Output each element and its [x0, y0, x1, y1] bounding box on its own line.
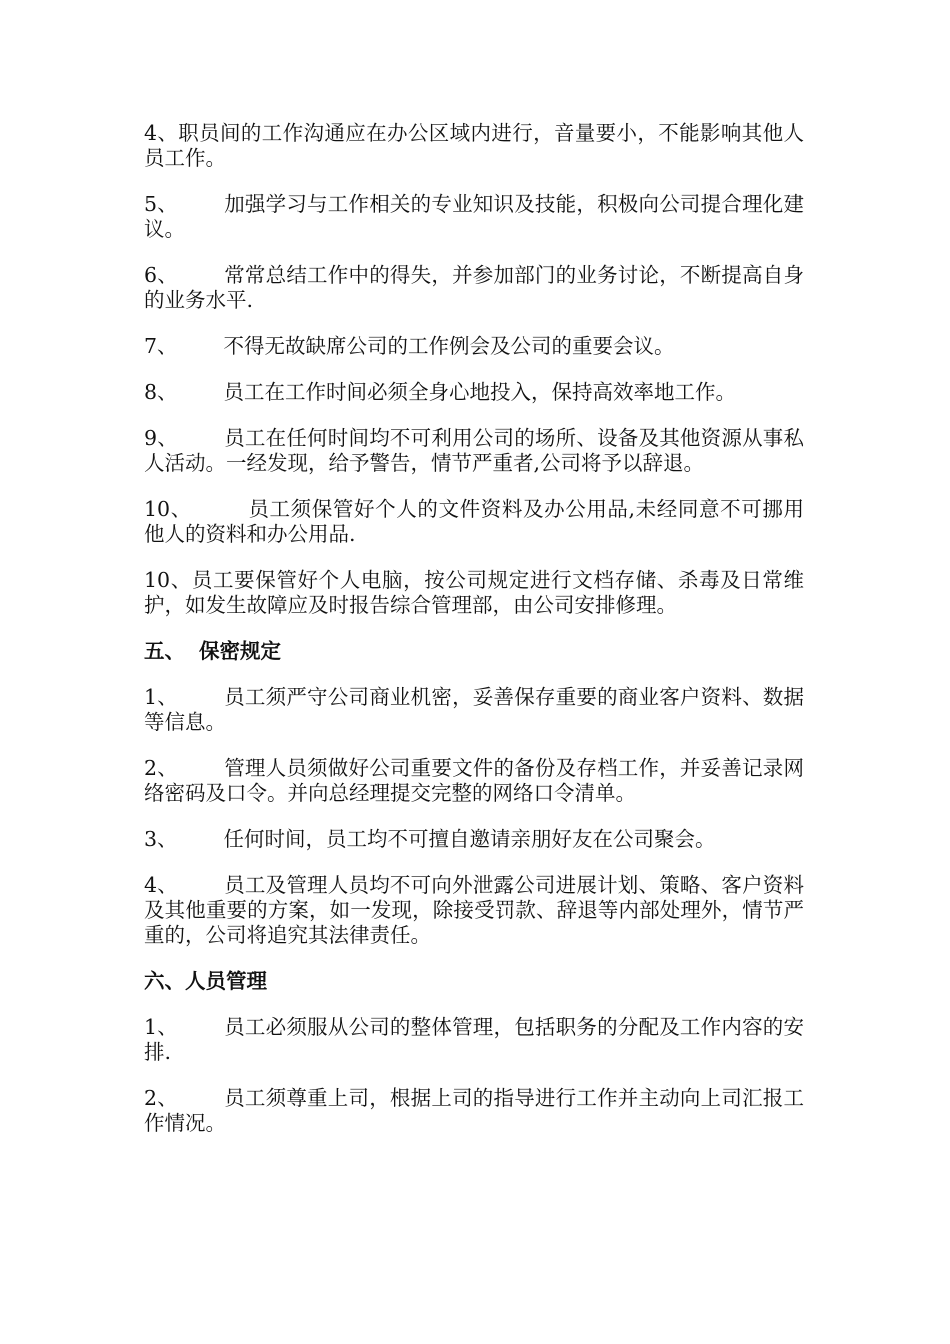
rule-item: 2、 管理人员须做好公司重要文件的备份及存档工作，并妥善记录网络密码及口令。并向总经理提交完整的网络口令清单。: [144, 756, 805, 805]
rule-item: 10、员工要保管好个人电脑，按公司规定进行文档存储、杀毒及日常维护，如发生故障应及时报告综合管理部，由公司安排修理。: [144, 568, 805, 617]
rule-item: 5、 加强学习与工作相关的专业知识及技能，积极向公司提合理化建议。: [144, 192, 805, 241]
section-heading-confidentiality: 五、 保密规定: [144, 639, 281, 663]
rule-item: 4、 员工及管理人员均不可向外泄露公司进展计划、策略、客户资料及其他重要的方案，如一发现，除接受罚款、辞退等内部处理外，情节严重的，公司将追究其法律责任。: [144, 873, 805, 947]
rule-item: 3、 任何时间，员工均不可擅自邀请亲朋好友在公司聚会。: [144, 827, 716, 851]
section-heading-personnel: 六、人员管理: [144, 969, 267, 993]
rule-item: 9、 员工在任何时间均不可利用公司的场所、设备及其他资源从事私人活动。一经发现，给予警告，情节严重者,公司将予以辞退。: [144, 426, 805, 475]
document-body: [144, 121, 804, 1157]
rule-item: 4、职员间的工作沟通应在办公区域内进行，音量要小，不能影响其他人员工作。: [144, 121, 805, 170]
rule-item: 1、 员工必须服从公司的整体管理，包括职务的分配及工作内容的安排.: [144, 1015, 805, 1064]
rule-item: 8、 员工在工作时间必须全身心地投入，保持高效率地工作。: [144, 380, 737, 404]
rule-item: 10、 员工须保管好个人的文件资料及办公用品,未经同意不可挪用他人的资料和办公用品.: [144, 497, 804, 546]
rule-item: 2、 员工须尊重上司，根据上司的指导进行工作并主动向上司汇报工作情况。: [144, 1086, 805, 1135]
rule-item: 1、 员工须严守公司商业机密，妥善保存重要的商业客户资料、数据等信息。: [144, 685, 805, 734]
rule-item: 7、 不得无故缺席公司的工作例会及公司的重要会议。: [144, 334, 675, 358]
rule-item: 6、 常常总结工作中的得失，并参加部门的业务讨论，不断提高自身的业务水平.: [144, 263, 805, 312]
